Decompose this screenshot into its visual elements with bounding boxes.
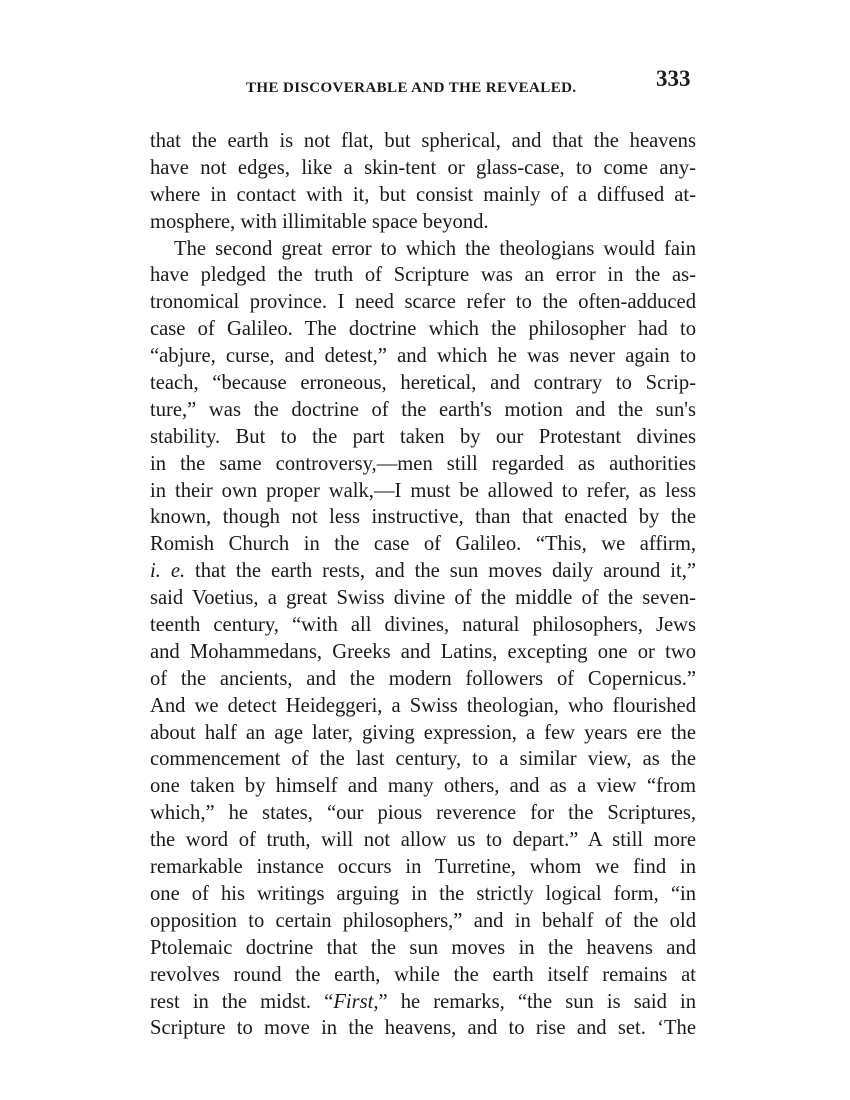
text-segment: where in contact with it, but consist mainly of a diffused at- xyxy=(150,183,696,206)
text-line xyxy=(150,343,696,370)
text-line xyxy=(150,666,696,693)
text-segment: in their own proper walk,—I must be allowed to refer, as less xyxy=(150,479,696,502)
text-segment: which,” he states, “our pious reverence for the Scriptures, xyxy=(150,802,696,825)
text-segment: have pledged the truth of Scripture was an error in the as- xyxy=(150,264,696,287)
text-segment: one taken by himself and many others, and as a view “from xyxy=(150,775,696,798)
text-line xyxy=(150,128,696,155)
italic-segment: First, xyxy=(333,990,379,1013)
text-segment: opposition to certain philosophers,” and in behalf of the old xyxy=(150,909,696,932)
text-line xyxy=(150,262,696,289)
running-title: THE DISCOVERABLE AND THE REVEALED. xyxy=(246,80,577,96)
italic-segment: i. e. xyxy=(150,560,186,583)
text-line xyxy=(150,478,696,505)
text-line xyxy=(150,289,696,316)
text-segment: commencement of the last century, to a similar view, as the xyxy=(150,748,696,771)
text-line xyxy=(150,1015,696,1042)
text-line xyxy=(150,504,696,531)
text-line xyxy=(150,854,696,881)
text-line xyxy=(150,236,696,263)
body-text xyxy=(150,128,696,1042)
text-segment: one of his writings arguing in the strictly logical form, “in xyxy=(150,882,696,905)
text-line xyxy=(150,585,696,612)
text-segment: stability. But to the part taken by our Protestant divines xyxy=(150,425,696,448)
text-segment: the word of truth, will not allow us to depart.” A still more xyxy=(150,829,696,852)
text-segment: ” he remarks, “the sun is said in xyxy=(378,990,696,1013)
text-segment: that the earth rests, and the sun moves daily around it,” xyxy=(185,560,696,583)
text-line xyxy=(150,397,696,424)
text-line xyxy=(150,935,696,962)
text-segment: tronomical province. I need scarce refer to the often-adduced xyxy=(150,291,696,314)
text-line xyxy=(150,209,696,236)
text-segment: “abjure, curse, and detest,” and which he was never again to xyxy=(150,345,696,368)
text-segment: have not edges, like a skin-tent or glass-case, to come any- xyxy=(150,156,696,179)
text-line xyxy=(150,989,696,1016)
text-segment: and Mohammedans, Greeks and Latins, excepting one or two xyxy=(150,640,696,663)
text-line xyxy=(150,746,696,773)
text-segment: teenth century, “with all divines, natural philosophers, Jews xyxy=(150,614,696,637)
text-segment: case of Galileo. The doctrine which the philosopher had to xyxy=(150,318,696,341)
text-line xyxy=(150,612,696,639)
text-segment: The second great error to which the theologians would fain xyxy=(174,237,696,260)
text-segment: in the same controversy,—men still regarded as authorities xyxy=(150,452,696,475)
text-segment: And we detect Heideggeri, a Swiss theologian, who flourished xyxy=(150,694,696,717)
text-line xyxy=(150,720,696,747)
text-line xyxy=(150,370,696,397)
text-segment: said Voetius, a great Swiss divine of the middle of the seven- xyxy=(150,587,696,610)
text-line xyxy=(150,639,696,666)
text-line xyxy=(150,908,696,935)
text-segment: Scripture to move in the heavens, and to rise and set. ‘The xyxy=(150,1017,696,1040)
text-line xyxy=(150,531,696,558)
text-segment: remarkable instance occurs in Turretine, whom we find in xyxy=(150,856,696,879)
text-segment: known, though not less instructive, than that enacted by the xyxy=(150,506,696,529)
text-segment: mosphere, with illimitable space beyond. xyxy=(150,210,489,233)
text-line xyxy=(150,962,696,989)
text-line xyxy=(150,182,696,209)
text-line xyxy=(150,558,696,585)
text-line xyxy=(150,693,696,720)
text-line xyxy=(150,451,696,478)
page-number: 333 xyxy=(656,66,691,91)
text-segment: about half an age later, giving expression, a few years ere the xyxy=(150,721,696,744)
text-segment: ture,” was the doctrine of the earth's motion and the sun's xyxy=(150,398,696,421)
text-segment: Romish Church in the case of Galileo. “This, we affirm, xyxy=(150,533,696,556)
text-line xyxy=(150,800,696,827)
text-line xyxy=(150,881,696,908)
text-segment: Ptolemaic doctrine that the sun moves in the heavens and xyxy=(150,936,696,959)
text-line xyxy=(150,424,696,451)
text-line xyxy=(150,773,696,800)
text-line xyxy=(150,155,696,182)
text-line xyxy=(150,316,696,343)
text-segment: of the ancients, and the modern followers of Copernicus.” xyxy=(150,667,696,690)
text-segment: teach, “because erroneous, heretical, and contrary to Scrip- xyxy=(150,372,696,395)
text-segment: rest in the midst. “ xyxy=(150,990,334,1013)
text-line xyxy=(150,827,696,854)
text-segment: that the earth is not flat, but spherical, and that the heavens xyxy=(150,130,696,152)
text-segment: revolves round the earth, while the earth itself remains at xyxy=(150,963,696,986)
